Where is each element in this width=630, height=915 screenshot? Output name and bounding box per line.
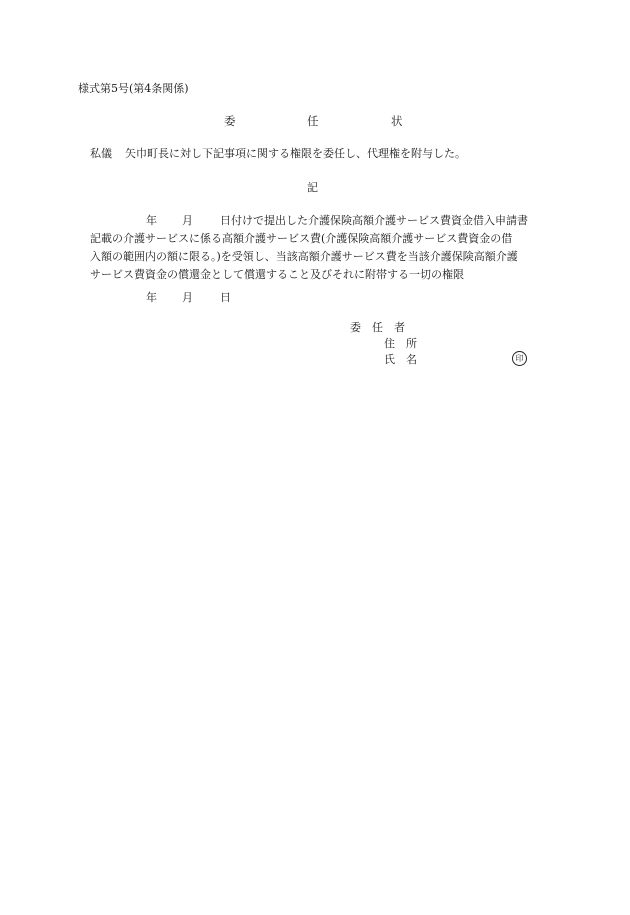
name-label: 氏 名 bbox=[384, 353, 417, 366]
signing-date bbox=[146, 291, 231, 305]
ki-heading: 記 bbox=[307, 181, 318, 194]
delegator-label: 委 任 者 bbox=[350, 321, 405, 334]
intro-text: 矢巾町長に対し下記事項に関する権限を委任し、代理権を附与した。 bbox=[125, 147, 466, 160]
date-year-label: 年 bbox=[146, 291, 157, 304]
intro-watakushi: 私儀 bbox=[90, 147, 112, 160]
title-char-1: 委 bbox=[224, 114, 236, 128]
delegation-details bbox=[90, 212, 550, 284]
details-year-label: 年 bbox=[146, 214, 157, 227]
date-day-label: 日 bbox=[220, 291, 231, 304]
date-month-label: 月 bbox=[182, 291, 193, 304]
details-line-1 bbox=[90, 212, 550, 230]
title-char-2: 任 bbox=[307, 114, 319, 128]
details-line-2: 記載の介護サービスに係る高額介護サービス費(介護保険高額介護サービス費資金の借 bbox=[90, 232, 513, 245]
details-month-label: 月 bbox=[182, 214, 193, 227]
form-number: 様式第5号(第4条関係) bbox=[78, 82, 189, 95]
title-char-3: 状 bbox=[391, 114, 403, 128]
details-line-3: 入額の範囲内の額に限る。)を受領し、当該高額介護サービス費を当該介護保険高額介護 bbox=[90, 250, 518, 263]
intro-statement bbox=[90, 147, 466, 161]
details-line-1-text: 日付けで提出した介護保険高額介護サービス費資金借入申請書 bbox=[220, 214, 528, 227]
details-line-4: サービス費資金の償還金として償還すること及びそれに附帯する一切の権限 bbox=[90, 268, 464, 281]
seal-mark: 印 bbox=[512, 351, 527, 366]
address-label: 住 所 bbox=[384, 337, 417, 350]
